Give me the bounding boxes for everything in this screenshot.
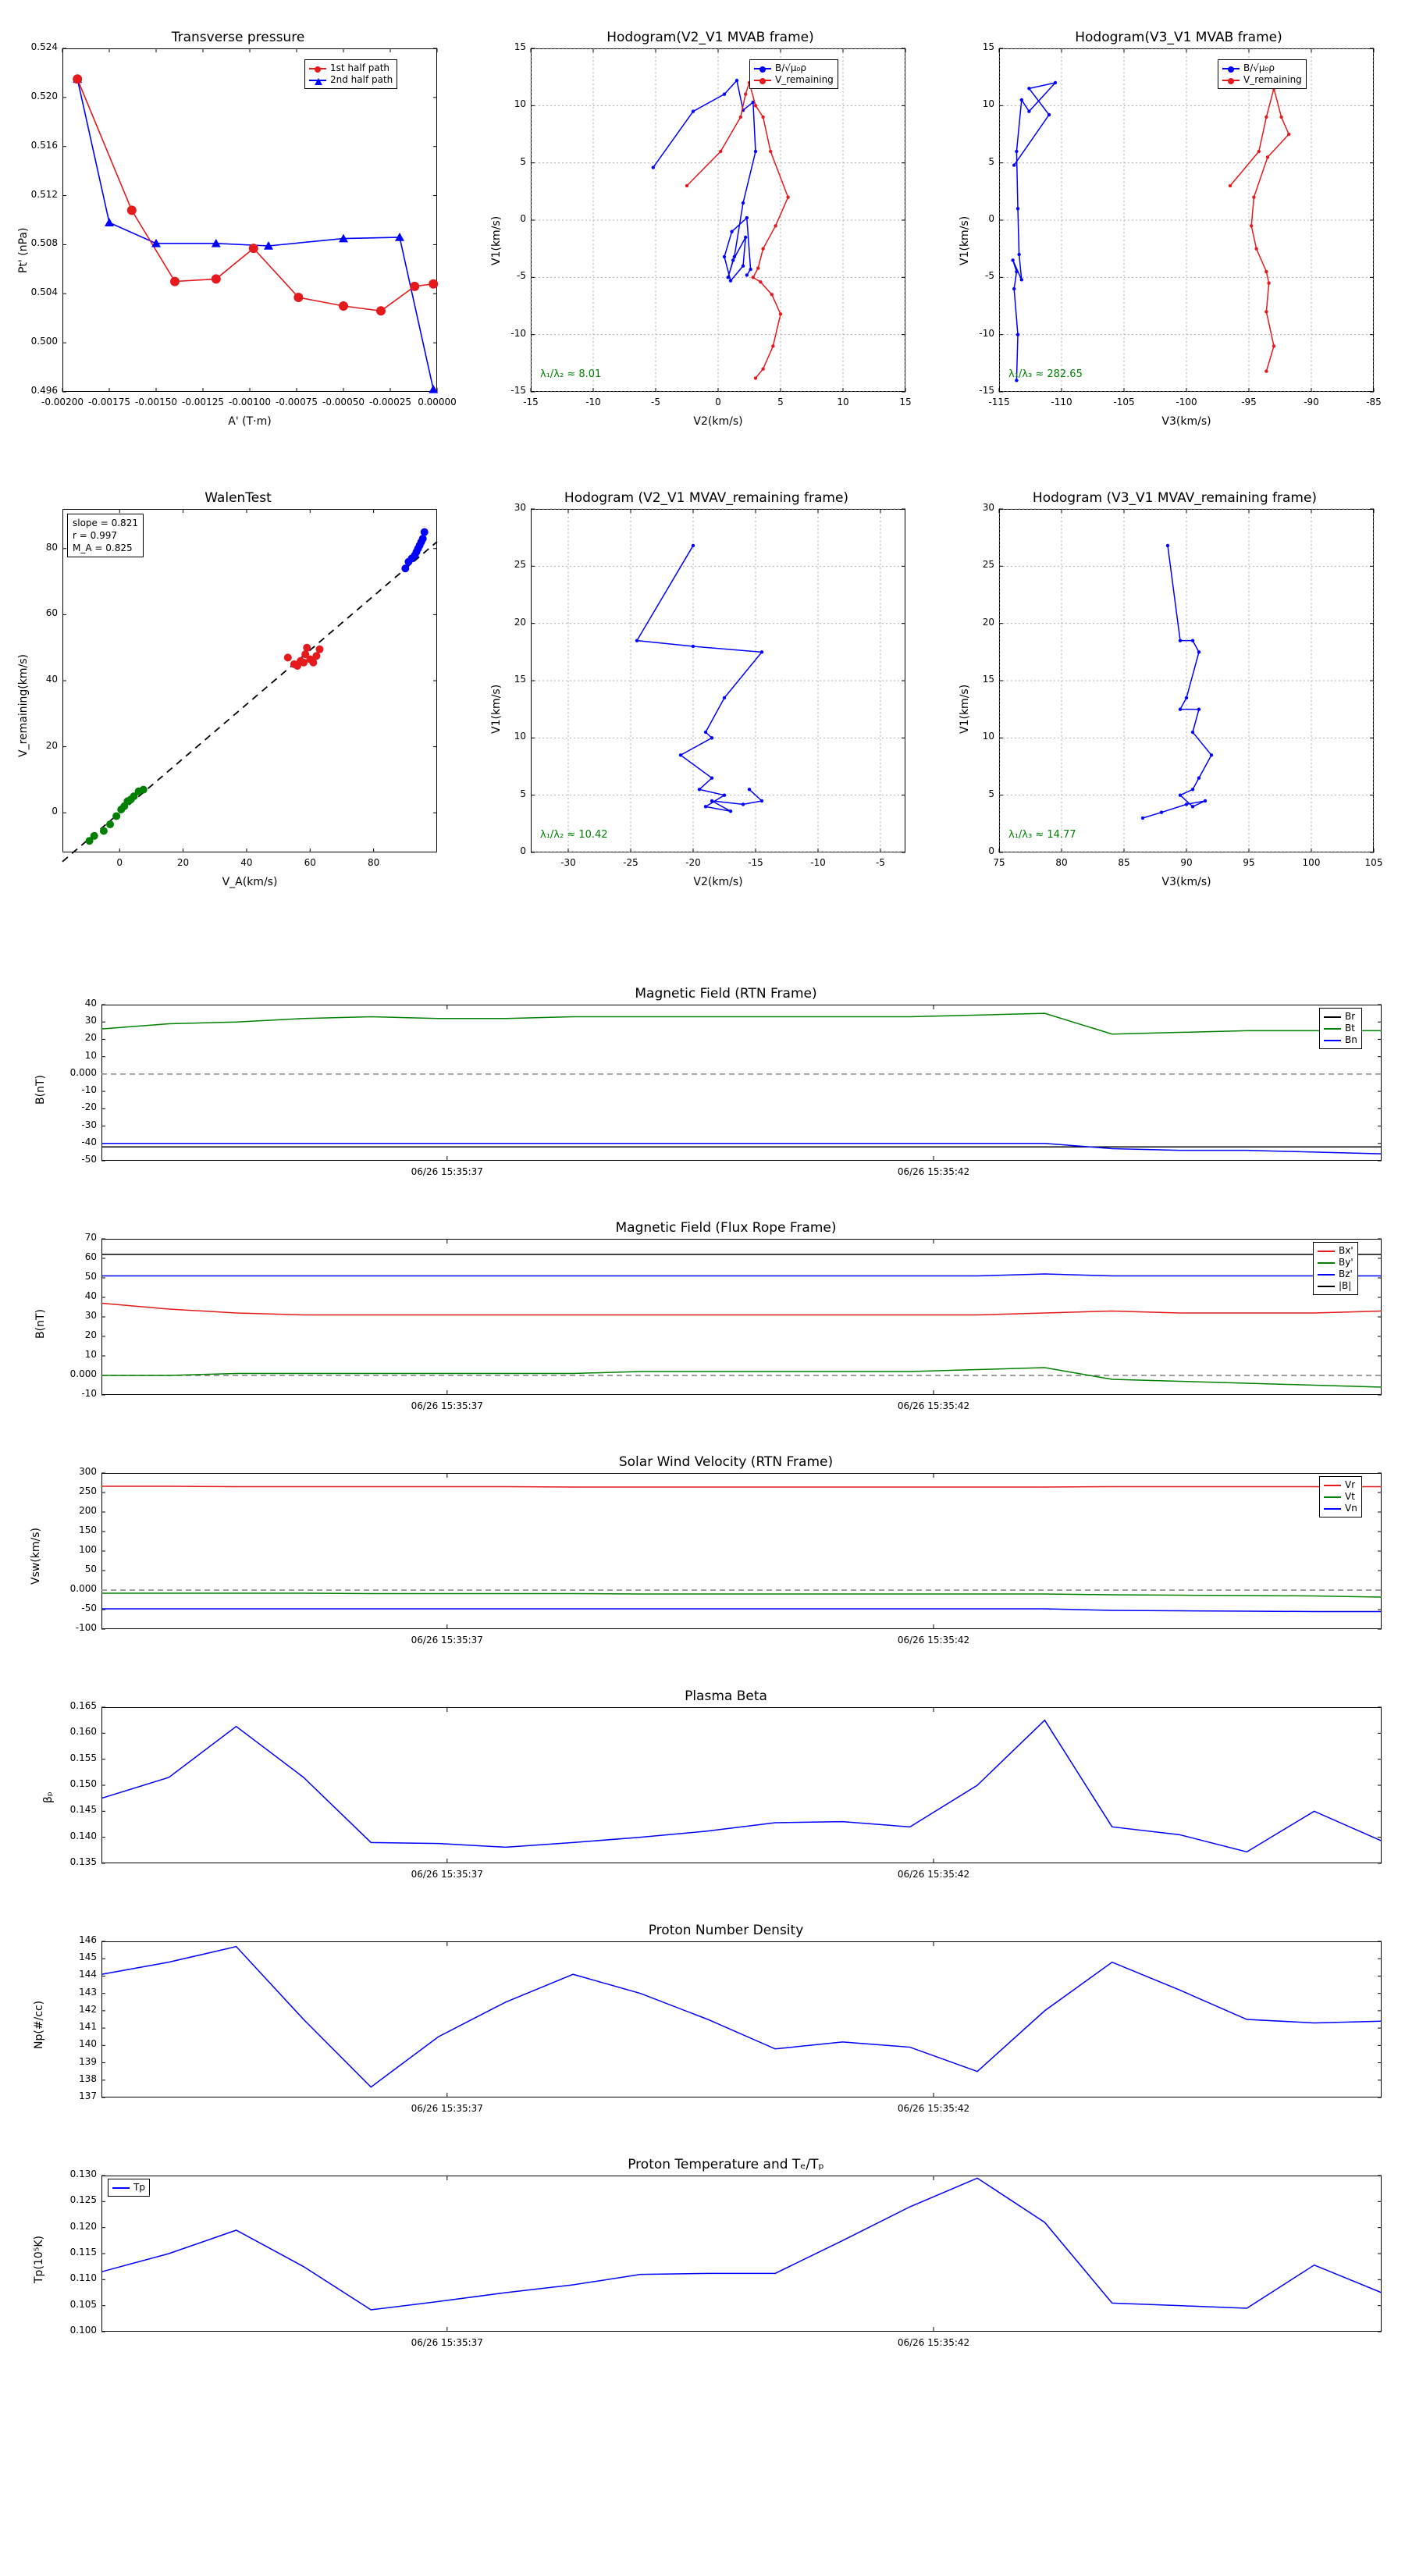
legend (749, 59, 838, 89)
eigenvalue-ratio-annotation: λ₁/λ₃ ≈ 282.65 (1008, 368, 1083, 380)
legend (1218, 59, 1307, 89)
x-axis-label: V3(km/s) (1161, 876, 1211, 888)
panel-title: Proton Temperature and Tₑ/Tₚ (628, 2157, 824, 2172)
y-tick-label: 0.000 (69, 1583, 97, 1594)
x-tick-label: 06/26 15:35:42 (897, 2103, 970, 2114)
y-axis-label: Vsw(km/s) (30, 1527, 42, 1585)
x-tick-label: 95 (1243, 857, 1255, 868)
x-tick-label: 60 (304, 857, 316, 868)
x-tick-label: 75 (993, 857, 1005, 868)
legend-label: V_remaining (775, 74, 834, 85)
legend-swatch (1324, 1016, 1341, 1018)
y-tick-label: 137 (79, 2090, 97, 2101)
legend-label: Bn (1345, 1034, 1357, 1045)
panel-magnetic-field-rtn (0, 980, 1405, 1198)
panel-title: Hodogram(V3_V1 MVAB frame) (1075, 30, 1282, 45)
legend-label: 1st half path (330, 62, 390, 73)
panel-title: Magnetic Field (RTN Frame) (635, 986, 817, 1002)
y-tick-label: 40 (84, 1290, 97, 1301)
panel-title: Proton Number Density (648, 1923, 804, 1938)
y-tick-label: 0.155 (69, 1752, 97, 1763)
y-tick-label: 30 (514, 502, 526, 513)
x-tick-label: -0.00200 (41, 397, 84, 407)
x-tick-label: 06/26 15:35:42 (897, 1400, 970, 1411)
y-tick-label: -10 (81, 1084, 97, 1096)
y-tick-label: -5 (985, 270, 994, 282)
legend-label: Bt (1345, 1023, 1355, 1034)
x-tick-label: 5 (777, 397, 784, 407)
y-tick-label: 20 (84, 1329, 97, 1340)
y-tick-label: 139 (79, 2055, 97, 2067)
panel-title: WalenTest (205, 490, 272, 506)
y-tick-label: 70 (84, 1232, 97, 1243)
y-tick-label: 20 (84, 1032, 97, 1044)
legend-marker-icon (315, 66, 321, 73)
panel-proton-temperature (0, 2151, 1405, 2385)
x-tick-label: -85 (1366, 397, 1382, 407)
legend-marker-icon (1228, 78, 1234, 84)
y-tick-label: 0 (520, 845, 526, 856)
legend-label: Bz' (1339, 1268, 1353, 1279)
y-tick-label: 60 (45, 607, 58, 619)
x-tick-label: -100 (1176, 397, 1197, 407)
y-tick-label: 20 (514, 616, 526, 628)
y-tick-label: 250 (79, 1485, 97, 1496)
legend-swatch (1324, 1028, 1341, 1030)
y-tick-label: 140 (79, 2038, 97, 2050)
panel-hodogram-v2v1-mvav (468, 468, 937, 913)
legend-label: |B| (1339, 1280, 1352, 1291)
y-tick-label: -10 (81, 1388, 97, 1399)
x-tick-label: -10 (585, 397, 601, 407)
x-tick-label: 80 (368, 857, 380, 868)
y-tick-label: 80 (45, 541, 58, 553)
plot-canvas (0, 0, 468, 445)
y-tick-label: 15 (514, 674, 526, 685)
y-tick-label: 0.520 (30, 90, 58, 101)
y-axis-label: Np(#/cc) (33, 2000, 45, 2049)
panel-plasma-beta (0, 1682, 1405, 1901)
x-axis-label: V3(km/s) (1161, 415, 1211, 428)
y-tick-label: 0.130 (69, 2169, 97, 2179)
y-axis-label: B(nT) (34, 1309, 47, 1339)
plot-canvas (468, 0, 937, 445)
x-axis-label: V2(km/s) (693, 415, 743, 428)
legend (1319, 1476, 1362, 1517)
legend-marker-icon (759, 66, 766, 73)
panel-walen-test (0, 468, 468, 913)
y-tick-label: -100 (75, 1622, 97, 1633)
panel-title: Solar Wind Velocity (RTN Frame) (618, 1454, 834, 1470)
x-tick-label: 06/26 15:35:37 (411, 1869, 483, 1880)
legend-label: 2nd half path (330, 74, 393, 85)
panel-title: Hodogram(V2_V1 MVAB frame) (606, 30, 814, 45)
plot-canvas (0, 1916, 1405, 2135)
eigenvalue-ratio-annotation: λ₁/λ₃ ≈ 14.77 (1008, 829, 1076, 841)
y-tick-label: 5 (988, 788, 994, 799)
x-tick-label: 0 (715, 397, 721, 407)
y-axis-label: V1(km/s) (959, 215, 971, 265)
y-axis-label: V_remaining(km/s) (17, 654, 30, 757)
y-tick-label: 0.504 (30, 286, 58, 298)
y-tick-label: 0.160 (69, 1726, 97, 1738)
legend-item (1324, 1491, 1357, 1503)
legend-swatch (1318, 1262, 1335, 1264)
x-tick-label: -5 (876, 857, 885, 868)
legend-item (1324, 1503, 1357, 1514)
legend-item (309, 74, 393, 86)
legend-label: Vr (1345, 1479, 1356, 1490)
legend-item (1318, 1245, 1353, 1257)
y-tick-label: 5 (520, 788, 526, 799)
y-tick-label: -10 (510, 327, 526, 339)
y-tick-label: 0.512 (30, 188, 58, 200)
x-tick-label: 15 (899, 397, 912, 407)
legend-item (1324, 1023, 1357, 1034)
x-tick-label: -25 (623, 857, 638, 868)
panel-hodogram-v3v1-mvab (937, 0, 1405, 445)
y-tick-label: 100 (79, 1544, 97, 1555)
y-tick-label: 0.105 (69, 2298, 97, 2310)
y-tick-label: 143 (79, 1986, 97, 1998)
legend-swatch (754, 80, 771, 81)
y-tick-label: -30 (81, 1119, 97, 1130)
x-tick-label: 85 (1118, 857, 1130, 868)
legend-label: By' (1339, 1257, 1353, 1268)
y-tick-label: 10 (982, 98, 994, 110)
y-tick-label: 142 (79, 2003, 97, 2015)
x-tick-label: -0.00100 (229, 397, 271, 407)
y-tick-label: 145 (79, 1952, 97, 1963)
y-tick-label: 0.120 (69, 2220, 97, 2232)
y-tick-label: 0.115 (69, 2247, 97, 2258)
legend-marker-icon (1228, 66, 1234, 73)
plot-canvas (937, 0, 1405, 445)
x-tick-label: -5 (651, 397, 660, 407)
legend (304, 59, 397, 89)
legend-swatch (112, 2187, 130, 2189)
legend-swatch (309, 68, 326, 69)
y-tick-label: 15 (982, 674, 994, 685)
y-tick-label: 0.516 (30, 139, 58, 151)
x-tick-label: -0.00025 (369, 397, 411, 407)
x-tick-label: -20 (685, 857, 701, 868)
legend-swatch (1324, 1508, 1341, 1510)
x-tick-label: 90 (1180, 857, 1193, 868)
x-tick-label: -0.00125 (182, 397, 224, 407)
legend-label: Vn (1345, 1503, 1357, 1514)
plot-canvas (0, 1448, 1405, 1667)
legend-swatch (1318, 1286, 1335, 1287)
y-tick-label: 0 (988, 845, 994, 856)
x-tick-label: 06/26 15:35:37 (411, 2103, 483, 2114)
panel-title: Magnetic Field (Flux Rope Frame) (615, 1220, 837, 1236)
y-tick-label: 0 (52, 806, 58, 817)
y-tick-label: -10 (979, 327, 994, 339)
y-tick-label: 30 (982, 502, 994, 513)
panel-title: Hodogram (V3_V1 MVAV_remaining frame) (1032, 490, 1318, 506)
x-tick-label: -115 (988, 397, 1010, 407)
y-tick-label: 30 (84, 1015, 97, 1026)
walen-stats-box (67, 514, 144, 557)
y-tick-label: 0.125 (69, 2194, 97, 2206)
y-tick-label: -15 (979, 385, 994, 396)
y-tick-label: 144 (79, 1969, 97, 1980)
x-tick-label: 105 (1364, 857, 1383, 868)
x-tick-label: -105 (1113, 397, 1135, 407)
legend (108, 2179, 150, 2197)
y-tick-label: -50 (81, 1154, 97, 1165)
y-tick-label: 0.508 (30, 237, 58, 249)
legend-swatch (1324, 1485, 1341, 1486)
y-tick-label: -40 (81, 1136, 97, 1147)
legend-item (1222, 62, 1302, 74)
legend-swatch (309, 80, 326, 81)
y-tick-label: 10 (982, 731, 994, 742)
legend-label: Bx' (1339, 1245, 1353, 1256)
y-tick-label: 0 (520, 213, 526, 224)
x-tick-label: 80 (1055, 857, 1068, 868)
legend-label: Br (1345, 1011, 1356, 1022)
legend (1319, 1008, 1362, 1049)
x-tick-label: 06/26 15:35:37 (411, 1166, 483, 1177)
legend-marker-icon (759, 78, 766, 84)
plot-canvas (0, 980, 1405, 1198)
x-tick-label: 100 (1302, 857, 1321, 868)
y-axis-label: V1(km/s) (959, 684, 971, 734)
y-tick-label: 5 (520, 155, 526, 167)
legend-item (1324, 1034, 1357, 1046)
x-axis-label: V_A(km/s) (222, 876, 278, 888)
y-axis-label: V1(km/s) (490, 215, 503, 265)
legend-label: B/√μ₀ρ (1243, 62, 1275, 73)
panel-magnetic-field-fluxrope (0, 1214, 1405, 1432)
walen-stat-line: r = 0.997 (73, 530, 117, 541)
legend-item (1324, 1479, 1357, 1491)
y-tick-label: -50 (81, 1603, 97, 1614)
legend (1313, 1242, 1358, 1295)
panel-solar-wind-velocity (0, 1448, 1405, 1667)
y-tick-label: 0.000 (69, 1368, 97, 1379)
y-tick-label: 0.150 (69, 1778, 97, 1789)
y-tick-label: 0.100 (69, 2325, 97, 2336)
y-axis-label: V1(km/s) (490, 684, 503, 734)
y-tick-label: 5 (988, 155, 994, 167)
x-tick-label: -10 (810, 857, 826, 868)
legend-item (754, 62, 834, 74)
y-tick-label: 25 (514, 559, 526, 571)
y-tick-label: -5 (517, 270, 526, 282)
x-tick-label: 40 (240, 857, 253, 868)
y-tick-label: 10 (514, 98, 526, 110)
y-tick-label: 0.165 (69, 1700, 97, 1711)
y-tick-label: 50 (84, 1271, 97, 1282)
legend-item (1318, 1257, 1353, 1268)
panel-proton-number-density (0, 1916, 1405, 2135)
x-axis-label: A' (T·m) (228, 415, 272, 428)
legend-label: Tp (133, 2182, 145, 2193)
legend-swatch (1324, 1496, 1341, 1498)
y-tick-label: 300 (79, 1466, 97, 1477)
y-tick-label: 200 (79, 1505, 97, 1516)
y-tick-label: 40 (84, 998, 97, 1009)
legend-item (1318, 1268, 1353, 1280)
x-tick-label: 06/26 15:35:42 (897, 1869, 970, 1880)
y-tick-label: 25 (982, 559, 994, 571)
legend-swatch (1222, 68, 1240, 69)
x-tick-label: -0.00175 (88, 397, 130, 407)
panel-title: Hodogram (V2_V1 MVAV_remaining frame) (564, 490, 849, 506)
x-tick-label: 06/26 15:35:42 (897, 2337, 970, 2348)
panel-transverse-pressure (0, 0, 468, 445)
walen-stat-line: M_A = 0.825 (73, 543, 133, 553)
x-tick-label: 0.00000 (418, 397, 457, 407)
x-tick-label: -110 (1051, 397, 1072, 407)
y-tick-label: 141 (79, 2021, 97, 2033)
panel-hodogram-v3v1-mvav (937, 468, 1405, 913)
eigenvalue-ratio-annotation: λ₁/λ₂ ≈ 8.01 (540, 368, 602, 380)
x-tick-label: 06/26 15:35:42 (897, 1635, 970, 1646)
y-tick-label: 0.140 (69, 1830, 97, 1841)
y-axis-label: Tp(10⁵K) (33, 2236, 45, 2283)
y-tick-label: -15 (510, 385, 526, 396)
legend-swatch (1318, 1274, 1335, 1276)
x-tick-label: -90 (1304, 397, 1319, 407)
x-tick-label: -15 (748, 857, 763, 868)
y-tick-label: 20 (982, 616, 994, 628)
y-tick-label: 0.000 (69, 1066, 97, 1078)
y-tick-label: 10 (514, 731, 526, 742)
x-tick-label: 06/26 15:35:37 (411, 1635, 483, 1646)
y-tick-label: 40 (45, 674, 58, 685)
plot-canvas (937, 468, 1405, 913)
legend-item (309, 62, 393, 74)
legend-swatch (1318, 1251, 1335, 1252)
y-axis-label: Pt' (nPa) (17, 227, 30, 273)
eigenvalue-ratio-annotation: λ₁/λ₂ ≈ 10.42 (540, 829, 608, 841)
walen-stat-line: slope = 0.821 (73, 518, 138, 528)
plot-canvas (0, 1682, 1405, 1901)
legend-item (112, 2182, 145, 2194)
y-axis-label: B(nT) (34, 1075, 47, 1105)
y-tick-label: 0.110 (69, 2272, 97, 2284)
y-tick-label: 15 (514, 41, 526, 52)
legend-item (1318, 1280, 1353, 1292)
y-tick-label: 0 (988, 213, 994, 224)
y-tick-label: 15 (982, 41, 994, 52)
x-tick-label: -0.00050 (322, 397, 365, 407)
y-tick-label: -20 (81, 1101, 97, 1113)
y-tick-label: 0.145 (69, 1804, 97, 1816)
y-tick-label: 138 (79, 2073, 97, 2084)
legend-label: B/√μ₀ρ (775, 62, 806, 73)
legend-item (754, 74, 834, 86)
y-tick-label: 150 (79, 1525, 97, 1535)
x-tick-label: -95 (1241, 397, 1257, 407)
y-axis-label: βₚ (42, 1791, 55, 1803)
legend-marker-icon (315, 78, 322, 85)
y-tick-label: 0.524 (30, 41, 58, 52)
x-axis-label: V2(km/s) (693, 876, 743, 888)
x-tick-label: 20 (176, 857, 190, 868)
y-tick-label: 0.496 (30, 385, 58, 396)
y-tick-label: 50 (84, 1564, 97, 1574)
legend-label: Vt (1345, 1491, 1355, 1502)
x-tick-label: 06/26 15:35:37 (411, 1400, 483, 1411)
x-tick-label: -0.00150 (135, 397, 177, 407)
y-tick-label: 30 (84, 1310, 97, 1321)
y-tick-label: 0.135 (69, 1856, 97, 1867)
x-tick-label: 0 (116, 857, 123, 868)
legend-item (1324, 1011, 1357, 1023)
y-tick-label: 20 (45, 739, 58, 751)
x-tick-label: 06/26 15:35:42 (897, 1166, 970, 1177)
legend-swatch (1324, 1040, 1341, 1041)
plot-canvas (468, 468, 937, 913)
y-tick-label: 10 (84, 1049, 97, 1061)
plot-canvas (0, 2151, 1405, 2385)
y-tick-label: 60 (84, 1251, 97, 1262)
x-tick-label: -0.00075 (276, 397, 318, 407)
legend-label: V_remaining (1243, 74, 1302, 85)
y-tick-label: 10 (84, 1349, 97, 1360)
panel-hodogram-v2v1-mvab (468, 0, 937, 445)
x-tick-label: 10 (837, 397, 849, 407)
y-tick-label: 146 (79, 1934, 97, 1945)
panel-title: Plasma Beta (685, 1688, 767, 1704)
legend-swatch (1222, 80, 1240, 81)
plot-canvas (0, 1214, 1405, 1432)
x-tick-label: -30 (560, 857, 576, 868)
legend-swatch (754, 68, 771, 69)
x-tick-label: 06/26 15:35:37 (411, 2337, 483, 2348)
x-tick-label: -15 (523, 397, 539, 407)
legend-item (1222, 74, 1302, 86)
panel-title: Transverse pressure (171, 30, 305, 45)
y-tick-label: 0.500 (30, 336, 58, 347)
